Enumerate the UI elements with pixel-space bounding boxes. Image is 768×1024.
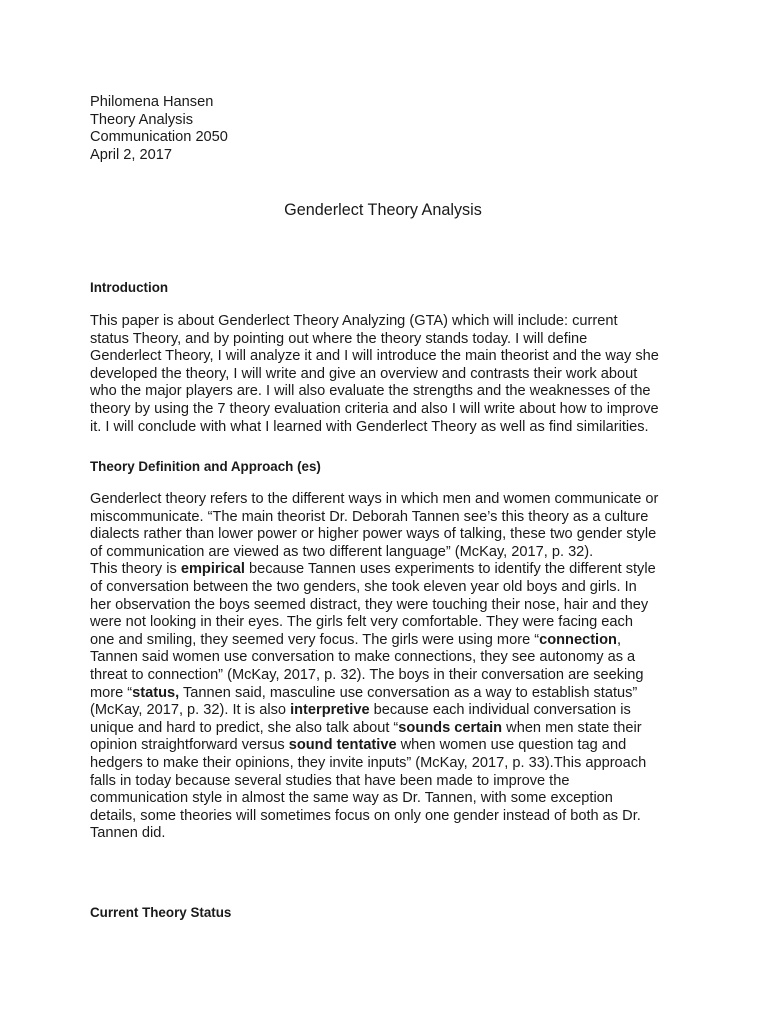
text-run: more “ xyxy=(90,684,133,701)
text-line xyxy=(90,561,690,579)
text-line: hedgers to make their opinions, they invite inputs” (McKay, 2017, p. 33).This approach xyxy=(90,754,647,771)
text-line: her observation the boys seemed distract, they were touching their nose, hair and they xyxy=(90,596,649,613)
text-line xyxy=(90,737,690,755)
text-line: communication style in almost the same way as Dr. Tannen, with some exception xyxy=(90,790,613,807)
document-title: Genderlect Theory Analysis xyxy=(284,201,482,219)
text-line: This paper is about Genderlect Theory Analyzing (GTA) which will include: current xyxy=(90,313,618,329)
text-line: falls in today because several studies that have been made to improve the xyxy=(90,772,570,789)
text-line xyxy=(90,632,690,650)
course-name: Communication 2050 xyxy=(90,129,228,146)
section-heading-definition: Theory Definition and Approach (es) xyxy=(90,459,321,474)
bold-term: sound tentative xyxy=(288,737,397,754)
text-run: (McKay, 2017, p. 32). It is also xyxy=(90,702,291,719)
text-run: because Tannen uses experiments to identify the different style xyxy=(244,561,656,578)
assignment-title: Theory Analysis xyxy=(90,111,194,128)
text-run: because each individual conversation is xyxy=(369,702,631,719)
bold-term: status, xyxy=(132,684,180,701)
author-name: Philomena Hansen xyxy=(90,94,214,110)
author-header xyxy=(90,94,690,164)
bold-term: sounds certain xyxy=(398,719,503,736)
text-line: of communication are viewed as two different language” (McKay, 2017, p. 32). xyxy=(90,543,594,560)
text-line: status Theory, and by pointing out where the theory stands today. I will define xyxy=(90,330,588,347)
text-line: of conversation between the two genders, she took eleven year old boys and girls. In xyxy=(90,578,637,595)
text-line: were not looking in their eyes. The girls felt very comfortable. They were facing each xyxy=(90,614,633,631)
text-run: when men state their xyxy=(502,719,642,736)
text-line: who the major players are. I will also evaluate the strengths and the weaknesses of the xyxy=(90,383,651,400)
text-line xyxy=(90,685,690,703)
text-run: Tannen said, masculine use conversation as a way to establish status” xyxy=(179,684,638,701)
submission-date: April 2, 2017 xyxy=(90,146,172,163)
text-run: This theory is xyxy=(90,561,181,578)
text-line xyxy=(90,720,690,738)
text-run: unique and hard to predict, she also talk about “ xyxy=(90,719,399,736)
text-line: Tannen did. xyxy=(90,825,166,842)
section-heading-introduction: Introduction xyxy=(90,280,169,295)
text-line: threat to connection” (McKay, 2017, p. 32). The boys in their conversation are seeking xyxy=(90,666,644,683)
text-line: theory by using the 7 theory evaluation criteria and also I will write about how to improve xyxy=(90,400,659,417)
text-line: miscommunicate. “The main theorist Dr. Deborah Tannen see’s this theory as a culture xyxy=(90,508,649,525)
text-line: dialects rather than lower power or higher power ways of talking, these two gender style xyxy=(90,526,657,543)
text-run: opinion straightforward versus xyxy=(90,737,289,754)
text-run: one and smiling, they seemed very focus. The girls were using more “ xyxy=(90,631,540,648)
document-body xyxy=(90,94,690,920)
text-line: Genderlect theory refers to the different ways in which men and women communicate or xyxy=(90,491,659,507)
text-line xyxy=(90,702,690,720)
text-line: it. I will conclude with what I learned with Genderlect Theory as well as find similarities. xyxy=(90,418,649,435)
text-line: developed the theory, I will write and give an overview and contrasts their work about xyxy=(90,365,638,382)
bold-term: interpretive xyxy=(290,702,370,719)
bold-term: connection xyxy=(539,631,617,648)
text-line: Tannen said women use conversation to make connections, they see autonomy as a xyxy=(90,649,636,666)
bold-term: empirical xyxy=(180,561,245,578)
introduction-paragraph xyxy=(90,313,690,436)
definition-paragraph xyxy=(90,491,690,843)
text-line: details, some theories will sometimes focus on only one gender instead of both as Dr. xyxy=(90,807,641,824)
text-run: when women use question tag and xyxy=(396,737,627,754)
text-run: , xyxy=(616,631,622,648)
text-line: Genderlect Theory, I will analyze it and I will introduce the main theorist and the way she xyxy=(90,348,659,365)
section-heading-current-status: Current Theory Status xyxy=(90,905,232,920)
